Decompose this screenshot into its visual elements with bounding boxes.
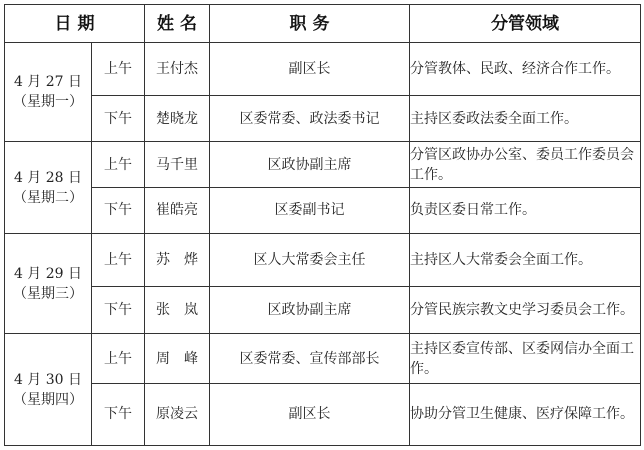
period-cell: 下午: [92, 96, 145, 142]
table-row: [5, 142, 641, 187]
header-date: 日 期: [5, 5, 145, 43]
name-cell: 王付杰: [145, 43, 210, 96]
period-cell: 上午: [92, 43, 145, 96]
name-cell: 原凌云: [145, 383, 210, 445]
header-name: 姓 名: [145, 5, 210, 43]
area-cell: 协助分管卫生健康、医疗保障工作。: [410, 383, 641, 445]
table-row: [5, 233, 641, 286]
name-cell: 马千里: [145, 142, 210, 187]
table-header-row: [5, 5, 641, 43]
name-cell: 苏 烨: [145, 233, 210, 286]
date-text: 4 月 30 日: [13, 371, 83, 388]
weekday-text: （星期三）: [13, 285, 83, 302]
table-row: [5, 187, 641, 233]
position-cell: 区委常委、宣传部部长: [210, 334, 410, 383]
date-cell: [5, 142, 92, 233]
name-cell: 周 峰: [145, 334, 210, 383]
position-cell: 区委副书记: [210, 187, 410, 233]
weekday-text: （星期一）: [13, 94, 83, 111]
date-text: 4 月 29 日: [13, 265, 83, 282]
position-cell: 区政协副主席: [210, 287, 410, 334]
table-row: [5, 96, 641, 142]
period-cell: 上午: [92, 233, 145, 286]
position-cell: 副区长: [210, 383, 410, 445]
header-area: 分管领域: [410, 5, 641, 43]
table-row: [5, 287, 641, 334]
table-row: [5, 334, 641, 383]
name-cell: 崔皓亮: [145, 187, 210, 233]
position-cell: 副区长: [210, 43, 410, 96]
date-cell: [5, 334, 92, 446]
table-row: [5, 383, 641, 445]
date-text: 4 月 28 日: [13, 169, 83, 186]
weekday-text: （星期二）: [13, 189, 83, 206]
area-cell: 负责区委日常工作。: [410, 187, 641, 233]
area-cell: 主持区人大常委会全面工作。: [410, 233, 641, 286]
period-cell: 上午: [92, 142, 145, 187]
area-cell: 分管民族宗教文史学习委员会工作。: [410, 287, 641, 334]
period-cell: 下午: [92, 383, 145, 445]
period-cell: 下午: [92, 187, 145, 233]
duty-schedule-table: [4, 4, 641, 446]
date-cell: [5, 43, 92, 142]
area-cell: 分管教体、民政、经济合作工作。: [410, 43, 641, 96]
period-cell: 上午: [92, 334, 145, 383]
table-row: [5, 43, 641, 96]
date-text: 4 月 27 日: [13, 74, 83, 91]
position-cell: 区政协副主席: [210, 142, 410, 187]
area-cell: 主持区委宣传部、区委网信办全面工作。: [410, 334, 641, 383]
header-position: 职 务: [210, 5, 410, 43]
position-cell: 区人大常委会主任: [210, 233, 410, 286]
area-cell: 分管区政协办公室、委员工作委员会工作。: [410, 142, 641, 187]
position-cell: 区委常委、政法委书记: [210, 96, 410, 142]
area-cell: 主持区委政法委全面工作。: [410, 96, 641, 142]
weekday-text: （星期四）: [13, 391, 83, 408]
period-cell: 下午: [92, 287, 145, 334]
name-cell: 楚晓龙: [145, 96, 210, 142]
name-cell: 张 岚: [145, 287, 210, 334]
date-cell: [5, 233, 92, 333]
